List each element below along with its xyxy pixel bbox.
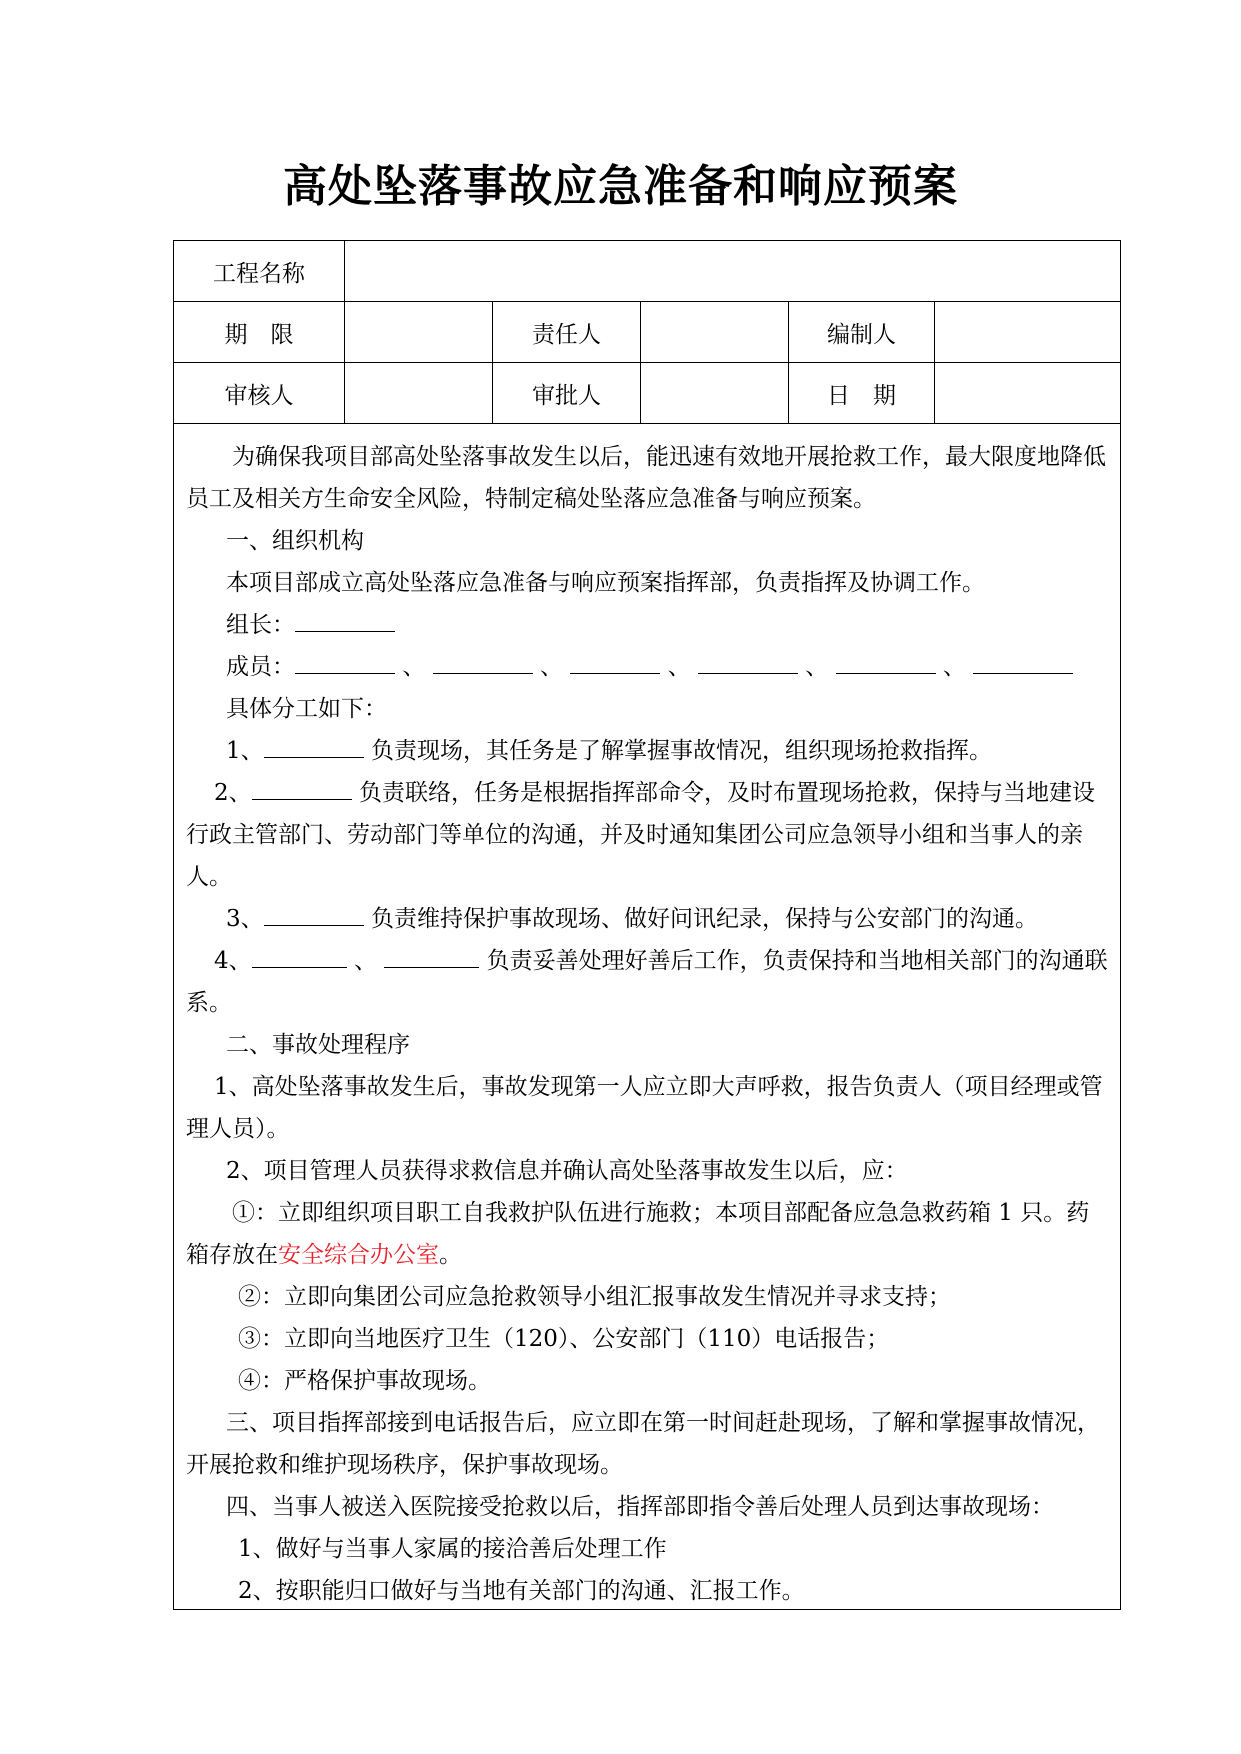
section-1-paragraph: 本项目部成立高处坠落应急准备与响应预案指挥部，负责指挥及协调工作。: [226, 570, 985, 596]
section-4-paragraph: 四、当事人被送入医院接受抢救以后，指挥部即指令善后处理人员到达事故现场：: [226, 1494, 1054, 1520]
approver-label: 审批人: [493, 363, 641, 424]
document-title: 高处坠落事故应急准备和响应预案: [283, 161, 958, 212]
duty-1: [186, 730, 1112, 772]
duty-1-blank[interactable]: [264, 731, 364, 758]
intro-paragraph: 为确保我项目部高处坠落事故发生以后，能迅速有效地开展抢救工作，最大限度地降低员工及相关方生命安全风险，特制定稿处坠落应急准备与响应预案。: [186, 444, 1106, 512]
project-name-label: 工程名称: [174, 241, 345, 302]
period-row: [174, 302, 1121, 363]
leader-blank[interactable]: [295, 605, 395, 632]
content-row: [174, 424, 1121, 1610]
compiler-field[interactable]: [935, 302, 1121, 363]
reviewer-field[interactable]: [345, 363, 493, 424]
project-name-row: [174, 241, 1121, 302]
step-4: ④：严格保护事故现场。: [238, 1368, 491, 1394]
separator: 、: [942, 654, 966, 680]
duty-text: 负责维持保护事故现场、做好问讯纪录，保持与公安部门的沟通。: [370, 906, 1038, 932]
section-2-paragraph-2: 2、项目管理人员获得求救信息并确认高处坠落事故发生以后，应：: [226, 1158, 908, 1184]
members-line: [186, 646, 1112, 688]
plan-form-table: [173, 240, 1121, 1610]
separator: 、: [805, 654, 829, 680]
step-1: [186, 1192, 1112, 1276]
duty-4-blank[interactable]: [384, 941, 479, 968]
reviewer-label: 审核人: [174, 363, 345, 424]
content-cell: [174, 424, 1121, 1610]
duty-number: 1、: [226, 738, 264, 764]
duty-text: 负责现场，其任务是了解掌握事故情况，组织现场抢救指挥。: [370, 738, 992, 764]
member-blank[interactable]: [570, 647, 660, 674]
separator: 、: [539, 654, 563, 680]
duty-2: [186, 772, 1112, 898]
duty-2-blank[interactable]: [252, 773, 352, 800]
leader-line: [186, 604, 1112, 646]
duty-text: 负责妥善处理好善后工作，负责保持和当地相关部门的沟通联系。: [186, 948, 1108, 1016]
section-2-paragraph-1: 1、高处坠落事故发生后，事故发现第一人应立即大声呼救，报告负责人（项目经理或管理人员）。: [186, 1074, 1103, 1142]
duty-number: 2、: [214, 780, 252, 806]
project-name-field[interactable]: [345, 241, 1121, 302]
date-label: 日 期: [789, 363, 935, 424]
duty-number: 3、: [226, 906, 264, 932]
date-field[interactable]: [935, 363, 1121, 424]
separator: 、: [353, 948, 377, 974]
separator: 、: [667, 654, 691, 680]
step-3: ③：立即向当地医疗卫生（120）、公安部门（110）电话报告；: [238, 1326, 890, 1352]
division-title: 具体分工如下：: [226, 696, 387, 722]
duty-4-blank[interactable]: [252, 941, 347, 968]
review-row: [174, 363, 1121, 424]
section-1-title: 一、组织机构: [226, 528, 364, 554]
member-blank[interactable]: [698, 647, 798, 674]
plan-content: [174, 424, 1120, 1609]
members-label: 成员：: [226, 654, 295, 680]
kit-location-highlight: 安全综合办公室: [278, 1242, 439, 1268]
member-blank[interactable]: [295, 647, 395, 674]
member-blank[interactable]: [973, 647, 1073, 674]
leader-label: 组长：: [226, 612, 295, 638]
responsible-label: 责任人: [493, 302, 641, 363]
responsible-field[interactable]: [641, 302, 789, 363]
step-2: ②：立即向集团公司应急抢救领导小组汇报事故发生情况并寻求支持；: [238, 1284, 951, 1310]
period-label: 期 限: [174, 302, 345, 363]
section-2-title: 二、事故处理程序: [226, 1032, 410, 1058]
duty-4: [186, 940, 1112, 1024]
duty-text: 负责联络，任务是根据指挥部命令，及时布置现场抢救，保持与当地建设行政主管部门、劳动部门等单位的沟通，并及时通知集团公司应急领导小组和当事人的亲人。: [186, 780, 1095, 890]
separator: 、: [402, 654, 426, 680]
member-blank[interactable]: [836, 647, 936, 674]
section-4-item-2: 2、按职能归口做好与当地有关部门的沟通、汇报工作。: [238, 1578, 805, 1604]
section-4-item-1: 1、做好与当事人家属的接洽善后处理工作: [238, 1536, 667, 1562]
compiler-label: 编制人: [789, 302, 935, 363]
duty-3: [186, 898, 1112, 940]
member-blank[interactable]: [433, 647, 533, 674]
section-3-paragraph: 三、项目指挥部接到电话报告后，应立即在第一时间赶赴现场，了解和掌握事故情况，开展抢救和维护现场秩序，保护事故现场。: [186, 1410, 1100, 1478]
duty-3-blank[interactable]: [264, 899, 364, 926]
duty-number: 4、: [214, 948, 252, 974]
approver-field[interactable]: [641, 363, 789, 424]
step-1-end: 。: [439, 1242, 462, 1268]
step-1-text: ①：立即组织项目职工自我救护队伍进行施救；本项目部配备应急急救药箱 1 只。药箱存放在: [186, 1200, 1090, 1268]
period-field[interactable]: [345, 302, 493, 363]
